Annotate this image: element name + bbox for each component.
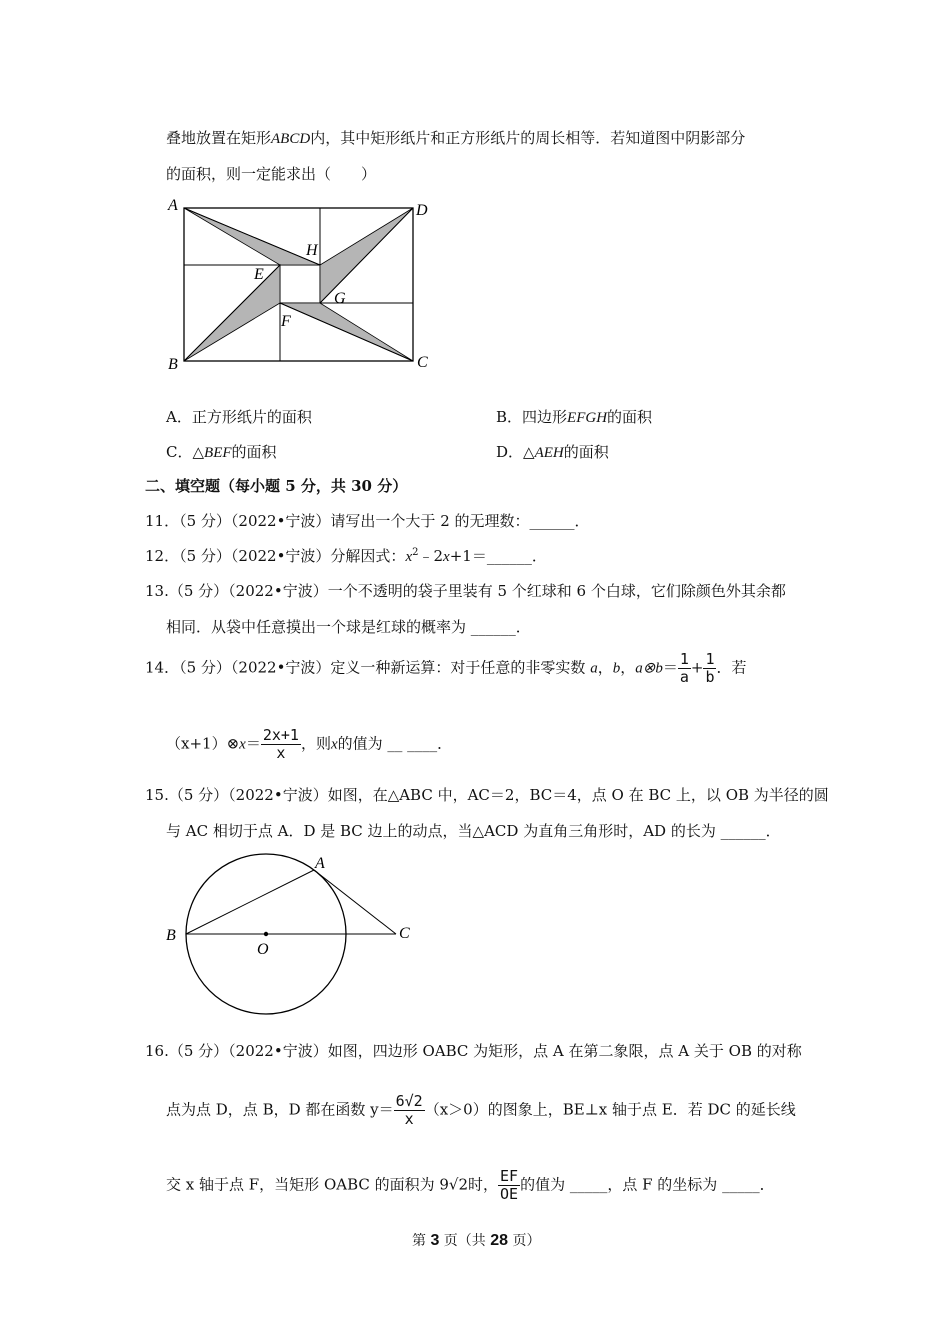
q10-line2: 的面积，则一定能求出（ ） [166, 165, 377, 183]
q13-line1: 13.（5 分）（2022•宁波）一个不透明的袋子里装有 5 个红球和 6 个白球，它们除颜色外其余都 [145, 582, 786, 600]
q16-line1: 16.（5 分）（2022•宁波）如图，四边形 OABC 为矩形，点 A 在第二象限，点 A 关于 OB 的对称 [145, 1042, 802, 1060]
label-D: D [416, 202, 428, 219]
q15-figure [160, 850, 420, 1015]
label-B: B [168, 356, 178, 373]
label-F: F [281, 313, 291, 330]
q12: 12．（5 分）（2022•宁波）分解因式：$x^2﹣2x+1=\_\_\_\_\_\_$． [145, 547, 547, 565]
q14-line2: （x+1）⊗x＝ $\frac{2x+1}{x}$ ，则x的值为 __ ____． [166, 726, 453, 762]
q16-frac1: $\frac{6√2}{x}$ [395, 1092, 423, 1128]
label-E: E [254, 266, 264, 283]
q15-line2: 与 AC 相切于点 A．D 是 BC 边上的动点，当△ACD 为直角三角形时，AD 的长为 ______． [166, 822, 781, 840]
q10-option-d: D．△AEH的面积 [496, 443, 609, 461]
q14-frac2: $\frac{1}{b}$ [705, 650, 715, 686]
q10-line1: 叠地放置在矩形ABCD内，其中矩形纸片和正方形纸片的周长相等．若知道图中阴影部分 [166, 129, 746, 147]
q16-frac2: $\frac{EF}{OE}$ [500, 1167, 519, 1203]
q10-option-c: C．△BEF的面积 [166, 443, 277, 461]
q14-line1: 14．（5 分）（2022•宁波）定义一种新运算：对于任意的非零实数 a，b，a⊗b＝ $\frac{1}{a}$ + $\frac{1}{b}$ ．若 [145, 650, 747, 686]
label-C: C [417, 354, 428, 371]
label-A: A [168, 197, 178, 214]
q15-line1: 15.（5 分）（2022•宁波）如图，在△ABC 中，AC＝2，BC＝4，点 O 在 BC 上，以 OB 为半径的圆 [145, 786, 829, 804]
q10-option-b: B．四边形EFGH的面积 [496, 408, 653, 426]
q11: 11．（5 分）（2022•宁波）请写出一个大于 2 的无理数：______． [145, 512, 590, 530]
page-footer: 第 3 页（共 28 页） [412, 1232, 541, 1249]
label-B2: B [166, 927, 176, 944]
label-A2: A [315, 855, 325, 872]
q14-frac3: $\frac{2x+1}{x}$ [262, 726, 299, 762]
q14-frac1: $\frac{1}{a}$ [679, 650, 689, 686]
q10-option-a: A．正方形纸片的面积 [166, 408, 312, 426]
label-G: G [334, 290, 346, 307]
q16-line2: 点为点 D，点 B，D 都在函数 y＝ $\frac{6√2}{x}$ （x＞0）的图象上，BE⊥x 轴于点 E．若 DC 的延长线 [166, 1092, 796, 1128]
label-C2: C [399, 925, 410, 942]
q16-line3: 交 x 轴于点 F，当矩形 OABC 的面积为 9√2时， $\frac{EF}{OE}$ 的值为 _____，点 F 的坐标为 _____． [166, 1167, 775, 1203]
q13-line2: 相同．从袋中任意摸出一个球是红球的概率为 ______． [166, 618, 531, 636]
q10-figure [160, 193, 440, 375]
section-title: 二、填空题（每小题 5 分，共 30 分） [145, 477, 408, 495]
label-O: O [257, 941, 269, 958]
label-H: H [306, 242, 318, 259]
